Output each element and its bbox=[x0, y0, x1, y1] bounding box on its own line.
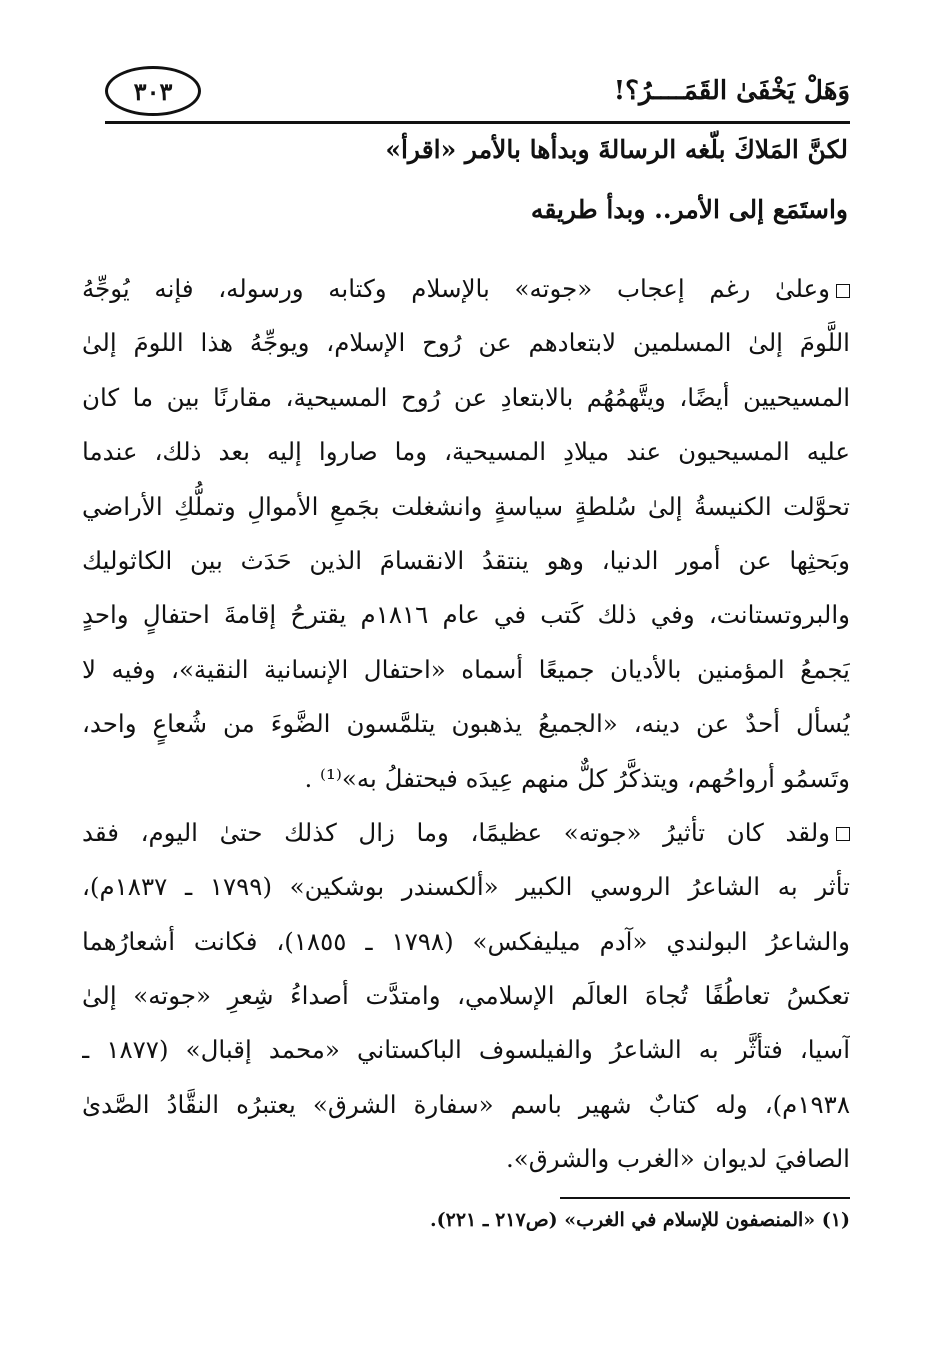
text-line: الصافيَ لديوان «الغرب والشرق». bbox=[505, 1144, 850, 1174]
text-line: المسيحيين أيضًا، ويتَّهمُهُم بالابتعادِ عن رُوح المسيحية، مقارنًا بين ما كان bbox=[82, 382, 850, 412]
page-header bbox=[105, 62, 850, 124]
text-line: تعكسُ تعاطُفًا تُجاهَ العالَم الإسلامي، وامتدَّت أصداءُ شِعرِ «جوته» إلىٰ bbox=[82, 981, 850, 1011]
running-title: وَهَلْ يَخْفَىٰ القَمَــــرُ؟! bbox=[613, 76, 850, 106]
text-line: وبَحثِها عن أمور الدنيا، وهو ينتقدُ الانقسامَ الذين حَدَث بين الكاثوليك bbox=[82, 545, 850, 575]
page-number-badge bbox=[105, 66, 201, 116]
verse-line: واستَمَع إلى الأمر.. وبدأ طريقه bbox=[530, 195, 848, 224]
text-line: آسيا، فتأثَّر به الشاعرُ والفيلسوف الباكستاني «محمد إقبال» (١٨٧٧ ـ bbox=[82, 1035, 850, 1065]
text-line: ١٩٣٨م)، وله كتابٌ شهير باسم «سفارة الشرق» يعتبرُه النقَّادُ الصَّدىٰ bbox=[82, 1089, 850, 1119]
paragraph-marker-icon bbox=[836, 284, 850, 298]
text-line: عليه المسيحيون عند ميلادِ المسيحية، وما صاروا إليه بعد ذلك، عندما bbox=[82, 437, 850, 467]
text-line: والبروتستانت، وفي ذلك كَتب في عام ١٨١٦م يقترحُ إقامةَ احتفالٍ واحدٍ bbox=[82, 600, 850, 630]
verse-line: لكنَّ المَلاكَ بلّغه الرسالةَ وبدأها بالأمر «اقرأ» bbox=[385, 135, 848, 164]
text-line: والشاعرُ البولندي «آدم ميليفكس» (١٧٩٨ ـ ١٨٥٥)، فكانت أشعارُهما bbox=[82, 926, 850, 956]
paragraph-marker-icon bbox=[836, 827, 850, 841]
header-rule bbox=[105, 121, 850, 124]
body-text bbox=[82, 262, 850, 1187]
text-line: تأثر به الشاعرُ الروسي الكبير «ألكسندر بوشكين» (١٧٩٩ ـ ١٨٣٧م)، bbox=[82, 872, 850, 902]
text-line: وتَسمُو أرواحُهم، ويتذكَّرُ كلٌّ منهم عِيدَه فيحتفلُ به»⁽¹⁾ . bbox=[304, 763, 850, 793]
page-number: ٣٠٣ bbox=[133, 76, 173, 106]
text-line: يَجمعُ المؤمنين بالأديان جميعًا أسماه «احتفال الإنسانية النقية»، وفيه لا bbox=[82, 654, 850, 684]
text-line: ولقد كان تأثيرُ «جوته» عظيمًا، وما زال كذلك حتىٰ اليوم، فقد bbox=[82, 806, 850, 860]
text-line: يُسأل أحدٌ عن دينه، «الجميعُ يذهبون يتلمَّسون الضَّوءَ من شُعاعٍ واحد، bbox=[82, 709, 850, 739]
footnote-rule bbox=[560, 1197, 850, 1199]
text-line: تحوَّلت الكنيسةُ إلىٰ سُلطةٍ سياسةٍ وانشغلت بجَمعِ الأموالِ وتملُّكِ الأراضي bbox=[82, 491, 850, 521]
footnote: (١) «المنصفون للإسلام في الغرب» (ص٢١٧ ـ ٢٢١). bbox=[430, 1209, 850, 1231]
text-line: وعلىٰ رغم إعجاب «جوته» بالإسلام وكتابه ورسوله، فإنه يُوجِّهُ bbox=[82, 262, 850, 316]
text-line: اللَّومَ إلىٰ المسلمين لابتعادهم عن رُوح الإسلام، ويوجِّهُ هذا اللومَ إلىٰ bbox=[82, 328, 850, 358]
